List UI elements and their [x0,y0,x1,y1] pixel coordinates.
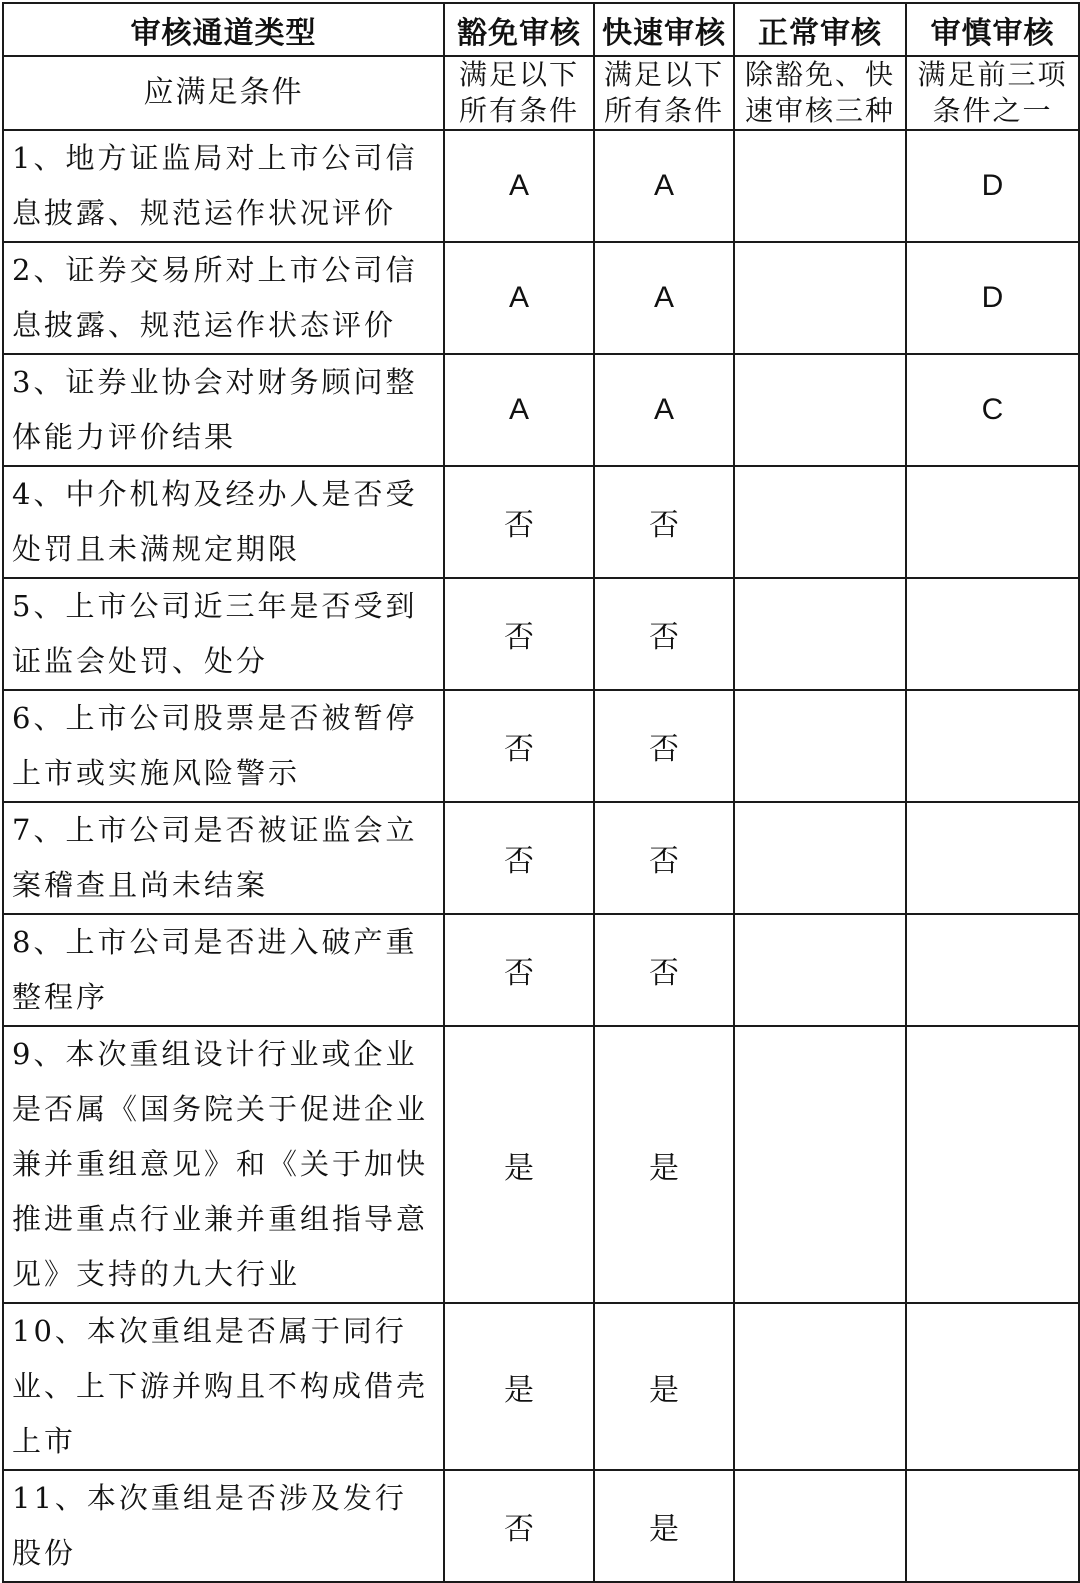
conditions-label: 应满足条件 [3,56,444,130]
normal-value [734,578,906,690]
criterion-text: 6、上市公司股票是否被暂停上市或实施风险警示 [3,690,444,802]
prudent-value: D [906,130,1079,242]
conditions-fast: 满足以下所有条件 [594,56,734,130]
exempt-value: 否 [444,1470,594,1582]
table-row [3,1303,1079,1470]
prudent-value: D [906,242,1079,354]
criterion-text: 9、本次重组设计行业或企业是否属《国务院关于促进企业兼并重组意见》和《关于加快推进重点行业兼并重组指导意见》支持的九大行业 [3,1026,444,1303]
exempt-value: A [444,354,594,466]
table-row [3,802,1079,914]
normal-value [734,354,906,466]
table-row [3,1470,1079,1582]
prudent-value [906,578,1079,690]
fast-value: 否 [594,690,734,802]
criterion-text: 3、证券业协会对财务顾问整体能力评价结果 [3,354,444,466]
exempt-value: 是 [444,1303,594,1470]
prudent-value [906,1026,1079,1303]
table-row [3,242,1079,354]
criterion-text: 8、上市公司是否进入破产重整程序 [3,914,444,1026]
fast-value: 否 [594,466,734,578]
table-row [3,914,1079,1026]
prudent-value [906,690,1079,802]
header-row [3,3,1079,56]
normal-value [734,1026,906,1303]
normal-value [734,802,906,914]
conditions-exempt: 满足以下所有条件 [444,56,594,130]
table-row [3,1026,1079,1303]
exempt-value: 否 [444,578,594,690]
prudent-value [906,1470,1079,1582]
normal-value [734,130,906,242]
normal-value [734,1470,906,1582]
prudent-value: C [906,354,1079,466]
exempt-value: A [444,130,594,242]
review-channel-table [2,2,1080,1583]
table-row [3,354,1079,466]
exempt-value: A [444,242,594,354]
prudent-value [906,1303,1079,1470]
conditions-normal: 除豁免、快速审核三种 [734,56,906,130]
exempt-value: 否 [444,914,594,1026]
criterion-text: 2、证券交易所对上市公司信息披露、规范运作状态评价 [3,242,444,354]
fast-value: A [594,354,734,466]
criterion-text: 4、中介机构及经办人是否受处罚且未满规定期限 [3,466,444,578]
criterion-text: 1、地方证监局对上市公司信息披露、规范运作状况评价 [3,130,444,242]
fast-value: 否 [594,914,734,1026]
normal-value [734,1303,906,1470]
fast-value: A [594,242,734,354]
conditions-row [3,56,1079,130]
header-fast-review: 快速审核 [594,3,734,56]
fast-value: 是 [594,1026,734,1303]
normal-value [734,914,906,1026]
prudent-value [906,802,1079,914]
conditions-prudent: 满足前三项条件之一 [906,56,1079,130]
criterion-text: 10、本次重组是否属于同行业、上下游并购且不构成借壳上市 [3,1303,444,1470]
prudent-value [906,914,1079,1026]
fast-value: 否 [594,802,734,914]
table-row [3,466,1079,578]
exempt-value: 是 [444,1026,594,1303]
criterion-text: 7、上市公司是否被证监会立案稽查且尚未结案 [3,802,444,914]
header-exempt-review: 豁免审核 [444,3,594,56]
fast-value: 是 [594,1470,734,1582]
header-normal-review: 正常审核 [734,3,906,56]
criterion-text: 5、上市公司近三年是否受到证监会处罚、处分 [3,578,444,690]
fast-value: 是 [594,1303,734,1470]
exempt-value: 否 [444,690,594,802]
prudent-value [906,466,1079,578]
normal-value [734,242,906,354]
table-row [3,578,1079,690]
table-row [3,690,1079,802]
exempt-value: 否 [444,802,594,914]
header-prudent-review: 审慎审核 [906,3,1079,56]
fast-value: 否 [594,578,734,690]
fast-value: A [594,130,734,242]
criterion-text: 11、本次重组是否涉及发行股份 [3,1470,444,1582]
table-row [3,130,1079,242]
exempt-value: 否 [444,466,594,578]
header-channel-type: 审核通道类型 [3,3,444,56]
normal-value [734,466,906,578]
normal-value [734,690,906,802]
